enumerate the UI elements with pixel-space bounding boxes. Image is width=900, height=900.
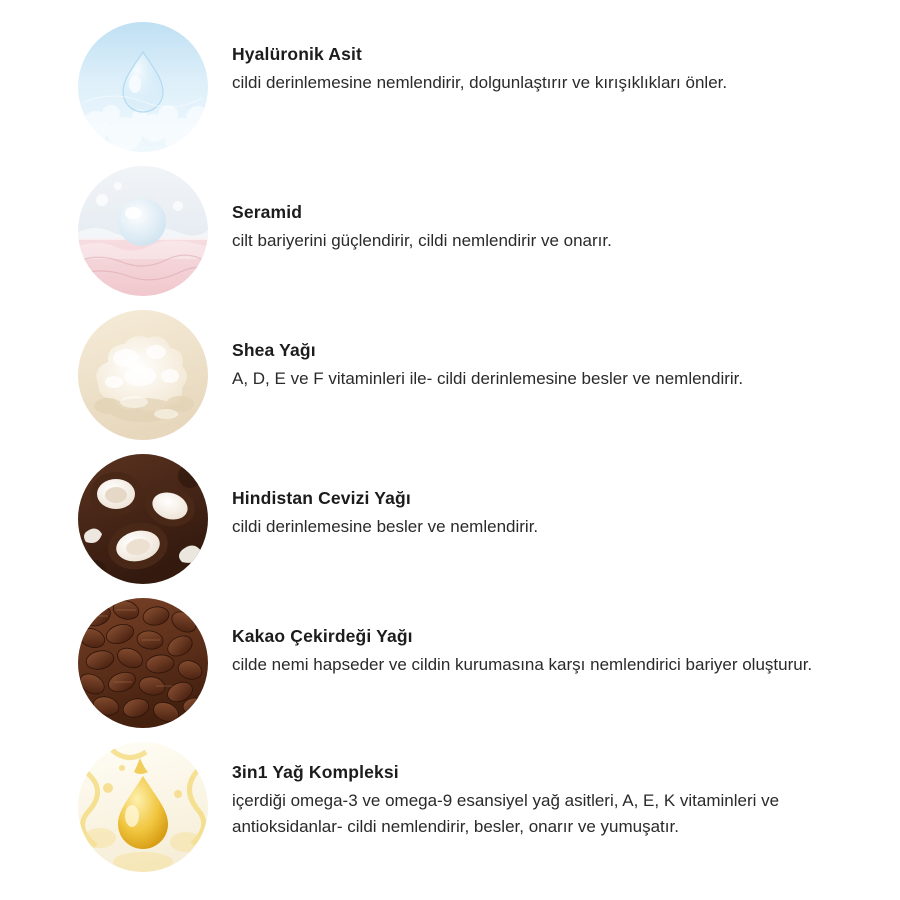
oil-drop-icon xyxy=(78,742,208,872)
list-item xyxy=(78,598,860,728)
ingredient-description: cildi derinlemesine nemlendirir, dolgunlaştırır ve kırışıklıkları önler. xyxy=(232,73,728,92)
ingredient-description: içerdiği omega-3 ve omega-9 esansiyel yağ asitleri, A, E, K vitaminleri ve antioksidanlar- cildi nemlendirir, besler, onarır ve yumuşatır. xyxy=(232,791,780,836)
cocoa-beans-icon xyxy=(78,598,208,728)
ingredient-title: Hyalüronik Asit xyxy=(232,44,362,64)
list-item xyxy=(78,310,860,440)
ingredient-title: Seramid xyxy=(232,202,303,222)
ingredient-text xyxy=(232,22,727,96)
list-item xyxy=(78,166,860,296)
list-item xyxy=(78,454,860,584)
ingredient-description: cildi derinlemesine besler ve nemlendirir. xyxy=(232,517,539,536)
ingredient-text xyxy=(232,166,612,254)
ingredient-title: Shea Yağı xyxy=(232,340,316,360)
ingredient-title: Kakao Çekirdeği Yağı xyxy=(232,626,413,646)
coconut-icon xyxy=(78,454,208,584)
ingredient-description: cilt bariyerini güçlendirir, cildi nemlendirir ve onarır. xyxy=(232,231,612,250)
ingredient-text xyxy=(232,310,743,392)
ingredients-list xyxy=(78,22,860,872)
shea-butter-icon xyxy=(78,310,208,440)
water-drop-icon xyxy=(78,22,208,152)
ingredient-title: 3in1 Yağ Kompleksi xyxy=(232,762,399,782)
ingredient-description: cilde nemi hapseder ve cildin kurumasına karşı nemlendirici bariyer oluşturur. xyxy=(232,655,813,674)
list-item xyxy=(78,22,860,152)
ingredient-text xyxy=(232,454,538,540)
skin-layers-icon xyxy=(78,166,208,296)
ingredient-text xyxy=(232,598,812,678)
ingredient-title: Hindistan Cevizi Yağı xyxy=(232,488,411,508)
list-item xyxy=(78,742,860,872)
ingredient-text xyxy=(232,742,832,840)
ingredient-description: A, D, E ve F vitaminleri ile- cildi derinlemesine besler ve nemlendirir. xyxy=(232,369,744,388)
